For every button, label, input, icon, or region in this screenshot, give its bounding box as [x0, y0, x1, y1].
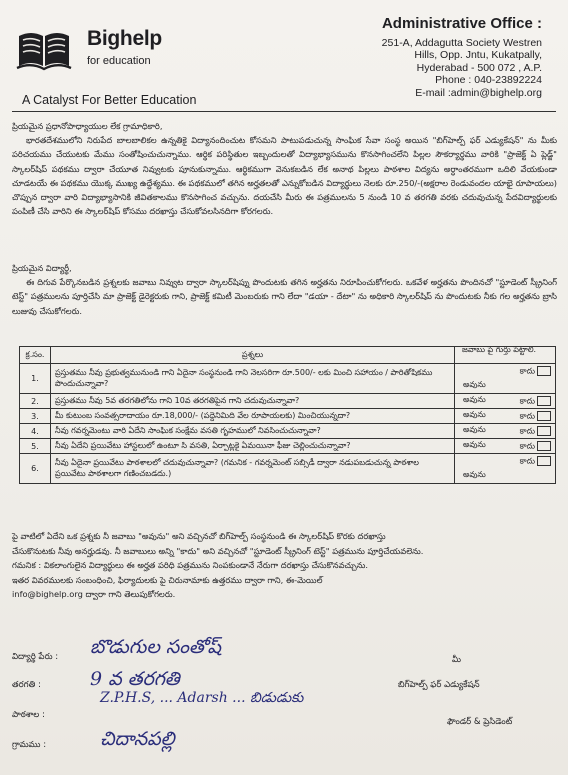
answer-yes-label[interactable]: అవును — [463, 470, 486, 479]
answer-no-checkbox[interactable] — [520, 411, 551, 423]
sign-off-founder: ఫౌండర్ & ప్రెసిడెంట్ — [447, 717, 513, 727]
row-answer — [455, 454, 556, 484]
letter-body-1 — [12, 119, 557, 218]
phone: Phone : 040-23892224 — [435, 74, 542, 87]
paragraph-2: ఈ దిగువ పేర్కొనబడిన ప్రశ్నలకు జవాబు నివ్వుట ద్వారా స్కాలర్‌షిప్ను పొందుటకు తగిన అర్హతను నిరూపించుకోగలరు. ఒకవేళ అర్హతను పొందినచో "స్టూడెంట్ స్క్రీనింగ్ టెస్ట్" పత్రములను పూర్తిచేసి మా ప్రాజెక్ట్ డైరెక్టరుకు గాని, ప్రాజెక్ట్ కమిటీ మెంబరుకు గాని లేదా "డయా - దేటా" ను అధికారి స్కాలర్‌షిప్ ను పొందుటకు నీకు గల అర్హతను బ్రాసి లుజువు చేసుకోగలరు. — [12, 277, 557, 316]
row-question: మీ కుటుంబ సంవత్సరాదాయం రూ.18,000/- (పద్దెనిమిది వేల రూపాయలకు) మించియున్నదా? — [51, 409, 455, 424]
row-question: నీవు గవర్నమెంటు వారి ఏదేని సాంఘిక సంక్షేమ వసతి గృహములో నివసించుచున్నావా? — [51, 424, 455, 439]
answer-no-label: కాదు — [519, 396, 535, 406]
brand-name: Bighelp — [87, 27, 162, 50]
village-handwritten: చిదానపల్లి — [100, 728, 175, 750]
answer-no-label: కాదు — [519, 426, 535, 436]
table-row — [20, 394, 556, 409]
col-number: క్ర.సం. — [20, 347, 51, 364]
answer-no-checkbox[interactable] — [520, 426, 551, 438]
checkbox-icon[interactable] — [537, 456, 551, 466]
row-question: నీవు ఏదైనా ప్రయివేటు పాఠశాలలో చదువుచున్నావా? (గమనిక - గవర్నమెంట్ సబ్సిడీ ద్వారా నడుపబడుచున్న పాఠశాల ప్రయివేటు పాఠశాలగా గణించబడదు.) — [51, 454, 455, 484]
student-name-handwritten: బొడుగుల సంతోష్ — [90, 636, 221, 658]
checkbox-icon[interactable] — [537, 426, 551, 436]
checkbox-icon[interactable] — [537, 441, 551, 451]
answer-column-header: జవాబు పై గుర్తు పెట్టాలి. — [462, 345, 537, 354]
label-school: పాఠశాల : — [12, 710, 45, 720]
answer-yes-label[interactable]: అవును — [463, 395, 486, 404]
row-question: నీవు ఏదేని ప్రయివేటు హాస్టలులో ఉంటూ సి వసతి, ఏర్పాట్లకై ఏమయినా ఫీజు చెల్లించుచున్నావా? — [51, 439, 455, 454]
tagline: A Catalyst For Better Education — [22, 93, 197, 107]
table-row — [20, 439, 556, 454]
checkbox-icon[interactable] — [537, 411, 551, 421]
answer-no-checkbox[interactable] — [520, 366, 551, 378]
paragraph-1: భారతదేశములోని నిరుపేద బాలబాలికల ఉన్నతికై విద్యానందించుట కోసమని పాటుపడుచున్న సాంఘిక సేవా సంస్థ అయిన "బిగ్‌హెల్ప్ ఫర్ ఎడ్యుకేషన్" ను మీకు పరిచయము చేయుటకు మేము సంతోషించుచున్నాము. ఆర్థిక పరిస్థితుల ఇబ్బందులతో విద్యాభ్యాసమును కొనసాగించలేని పిల్లల సౌకర్యార్థము వారికి "ప్రాజెక్ట్ ఏ ప్లెడ్జ్" స్కాలర్‌షిప్ పథకము ద్వారా చేయూత నివ్వుటకు పూనుకున్నాము. ఆర్థికముగా వెనుకబడిన లేక అనాథ పిల్లలు పాఠశాల విద్యను అర్ధాంతరముగా ఒదిలి వేయకుండా చూడటయే ఈ పథకము యొక్క ముఖ్య ఉద్దేశ్యము. ఈ పథకములో తగిన అర్హతలతో ఎన్నుకోబడిన విద్యార్థులు నెలకు రూ.250/-(అక్షరాల రెండువందల యాభై రూపాయలు) చొప్పున ద్వారా వారి విద్యాభ్యాసానికి జీవితకాలము కొనసాగించ వచ్చును. దయచేసి మీరు ఈ పత్రములను 5 నుండి 10 వ తరగతి వరకు చదువుచున్న పేదవిద్యార్థులకు పంపిణీ చేసి వారిని ఈ స్కాలర్‌షిప్ కోసము దరఖాస్తు చేసుకోవలసినదిగా కోరగలరు. — [12, 135, 557, 217]
answer-yes-label[interactable]: అవును — [463, 440, 486, 449]
answer-yes-label[interactable]: అవును — [463, 410, 486, 419]
address-line-2: Hills, Opp. Jntu, Kukatpally, — [414, 49, 542, 62]
answer-no-checkbox[interactable] — [520, 396, 551, 408]
salutation-1: ప్రియమైన ప్రధానోపాధ్యాయుల లేక గ్రామాధికారి, — [12, 121, 163, 131]
closing-line-4: info@bighelp.org ద్వారా గాని తెలుపుకోగలరు. — [12, 589, 176, 599]
answer-yes-label[interactable]: అవును — [463, 380, 486, 389]
answer-no-label: కాదు — [519, 366, 535, 376]
row-number: 3. — [20, 409, 51, 424]
class-handwritten: 9 వ తరగతి — [90, 668, 180, 690]
row-answer — [455, 364, 556, 394]
closing-text — [12, 529, 557, 602]
bighelp-book-logo-icon — [15, 26, 73, 72]
sign-off-org: బిగ్‌హెల్ప్ ఫర్ ఎడ్యుకేషన్ — [398, 680, 480, 690]
row-answer — [455, 394, 556, 409]
row-answer — [455, 439, 556, 454]
closing-note: గమనిక : వికలాంగులైన విద్యార్థులు ఈ అర్హత పరిధి పత్రమును నింపకుండానే నేరుగా దరఖాస్తు చేసుకొనవచ్చును. — [12, 560, 369, 570]
email: E-mail :admin@bighelp.org — [415, 86, 542, 99]
label-class: తరగతి : — [12, 680, 41, 690]
row-answer — [455, 424, 556, 439]
table-row — [20, 364, 556, 394]
row-answer — [455, 409, 556, 424]
row-question: ప్రస్తుతము నీవు 5వ తరగతిలోను గాని 10వ తరగతిపైన గాని చదువుచున్నావా? — [51, 394, 455, 409]
row-number: 6. — [20, 454, 51, 484]
row-number: 2. — [20, 394, 51, 409]
row-number: 4. — [20, 424, 51, 439]
header-divider — [12, 111, 556, 112]
answer-no-label: కాదు — [519, 456, 535, 466]
closing-line-1: పై వాటిలో ఏదేని ఒక ప్రశ్నకు నీ జవాబు "అవును" అని వచ్చినచో బిగ్‌హెల్ప్ సంస్థనుండి ఈ స్కాలర్‌షిప్ కొరకు దరఖాస్తు — [12, 531, 386, 541]
table-row — [20, 424, 556, 439]
row-question: ప్రస్తుతము నీవు ప్రభుత్వమునుండి గాని ఏదైనా సంస్థనుండి గాని నెలసరిగా రూ.500/- లకు మించి సహాయం / పారితోషికము పొందుచున్నావా? — [51, 364, 455, 394]
letter-body-2 — [12, 261, 557, 318]
label-village: గ్రామము : — [12, 740, 47, 750]
closing-line-3: ఇతర వివరములకు సంబంధించి, ఫిర్యాదులకు పై చిరునామాకు ఉత్తరము ద్వారా గాని, ఈ-మెయిల్ — [12, 574, 323, 585]
answer-yes-label[interactable]: అవును — [463, 425, 486, 434]
answer-no-checkbox[interactable] — [520, 456, 551, 468]
address-line-1: 251-A, Addagutta Society Westren — [381, 37, 542, 49]
closing-line-2: చేసుకొనుటకు నీవు అనర్హుడవు. నీ జవాబులు అన్ని "కాదు" అని వచ్చినచో "స్టూడెంట్ స్క్రీనింగ్ టెస్ట్" పత్రమును పూర్తిచేయవలెను. — [12, 545, 424, 556]
questionnaire-table — [19, 346, 556, 484]
salutation-2: ప్రియమైన విద్యార్థీ, — [12, 263, 72, 273]
row-number: 5. — [20, 439, 51, 454]
answer-no-label: కాదు — [519, 441, 535, 451]
row-number: 1. — [20, 364, 51, 394]
office-address-block — [312, 14, 542, 99]
brand-subtitle: for education — [87, 55, 151, 67]
col-question: ప్రశ్నలు — [51, 347, 455, 364]
school-handwritten: Z.P.H.S, ... Adarsh ... బిడుడుకు — [100, 690, 304, 706]
label-student-name: విద్యార్థి పేరు : — [12, 652, 59, 662]
table-row — [20, 409, 556, 424]
table-row — [20, 454, 556, 484]
sign-off-yours: మీ — [452, 655, 461, 665]
answer-no-label: కాదు — [519, 411, 535, 421]
address-line-3: Hyderabad - 500 072 , A.P. — [416, 61, 542, 74]
checkbox-icon[interactable] — [537, 396, 551, 406]
office-title: Administrative Office : — [381, 15, 542, 32]
answer-no-checkbox[interactable] — [520, 441, 551, 453]
checkbox-icon[interactable] — [537, 366, 551, 376]
